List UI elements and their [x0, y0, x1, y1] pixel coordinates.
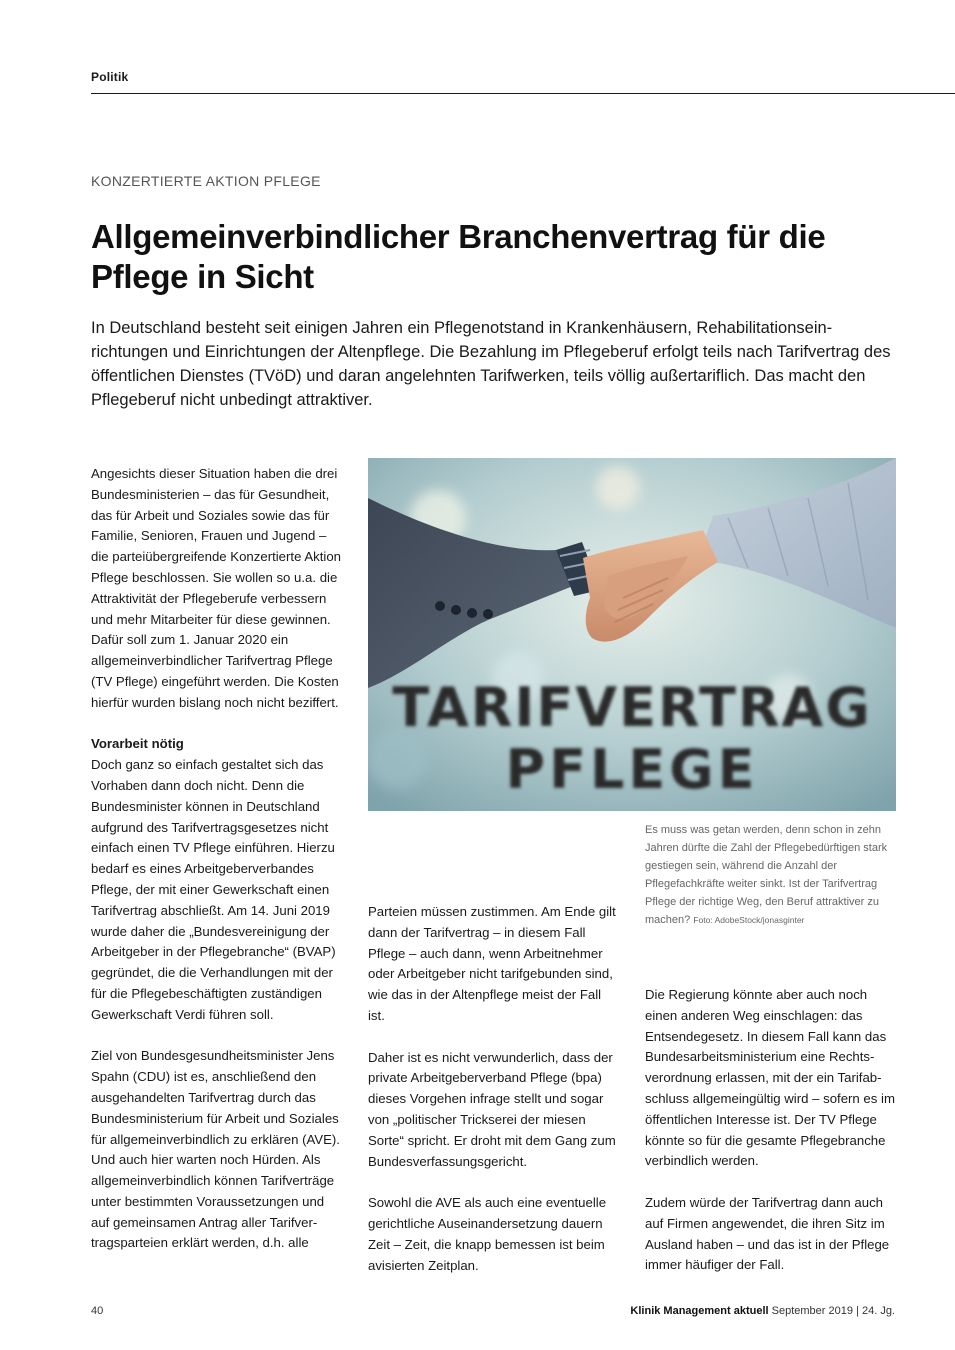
- volume: 24. Jg.: [861, 1305, 895, 1317]
- paragraph: Ziel von Bundesgesundheitsminister Jens Spahn (CDU) ist es, anschließend den ausgehandelten Tarifvertrag durch das Bundesministerium für Arbeit und Soziales für allgemeinverbindlich zu erklären (AVE). Und auch hier warten noch Hürden. Als allgemeinverbindlich können Tarifverträge unter bestimmten Voraussetzungen und auf gemeinsamen Antrag aller Tarifvertragsparteien erklärt werden, d.h. alle: [91, 1048, 340, 1251]
- text-column-3: [645, 985, 895, 1276]
- text-column-2: [368, 902, 618, 1276]
- footer-publication-info: [630, 1305, 895, 1317]
- header-rule: [91, 93, 955, 94]
- paragraph: Zudem würde der Tarifvertrag dann auch auf Firmen angewendet, die ihren Sitz im Ausland haben – und das ist in der Pflege immer häufiger der Fall.: [645, 1194, 890, 1273]
- page-number: 40: [91, 1305, 104, 1317]
- image-text-line2: PFLEGE: [505, 738, 759, 801]
- article-title: Allgemeinverbindlicher Branchenvertrag für die Pflege in Sicht: [91, 218, 826, 295]
- photo-credit: Foto: AdobeStock/jonasginter: [693, 915, 805, 925]
- paragraph: Sowohl die AVE als auch eine eventuelle gerichtliche Auseinandersetzung dauern Zeit – Zeit, die knapp bemessen ist beim avisierten Zeitplan.: [368, 1195, 607, 1273]
- section-label: Politik: [91, 70, 129, 84]
- subheading: Vorarbeit nötig: [91, 736, 184, 752]
- paragraph: Die Regierung könnte aber auch noch einen anderen Weg einschlagen: das Entsendegesetz. In diesem Fall kann das Bundesarbeitsministerium eine Rechtsverordnung erlassen, mit der ein Tarifabschluss allgemeingültig wird – sofern es im öffentlichen Interesse ist. Der TV Pflege könnte so für die gesamte Pflegebranche verbindlich werden.: [645, 987, 895, 1169]
- text-column-1: [91, 464, 341, 1254]
- footer-separator: |: [856, 1305, 859, 1317]
- paragraph: Parteien müssen zustimmen. Am Ende gilt dann der Tarifvertrag – in diesem Fall Pflege – auch dann, wenn Arbeitnehmer oder Arbeitgeber nicht tarifgebunden sind, wie das in der Altenpflege meist der Fall ist.: [368, 904, 616, 1023]
- paragraph: Doch ganz so einfach gestaltet sich das Vorhaben dann doch nicht. Denn die Bundesminister können in Deutschland aufgrund des Tarifvertragsgesetzes nicht einfach einen TV Pflege einführen. Hierzu bedarf es eines Arbeitgeberverbandes Pflege, der mit einer Gewerkschaft einen Tarifvertrag abschließt. Am 14. Juni 2019 wurde daher die „Bundesvereinigung der Arbeitgeber in der Pflegebranche“ (BVAP) gegründet, die die Verhandlungen mit der für die Pflegebeschäftigten zuständigen Gewerkschaft Verdi führen soll.: [91, 757, 336, 1022]
- handshake-photo: [368, 458, 896, 811]
- publication-name: Klinik Management aktuell: [630, 1305, 769, 1317]
- photo-caption: [645, 821, 897, 929]
- paragraph: Angesichts dieser Situation haben die drei Bundesministerien – das für Gesundheit, das für Arbeit und Soziales sowie das für Familie, Senioren, Frauen und Jugend – die parteiübergreifende Konzertierte Aktion Pflege beschlossen. Sie wollen so u.a. die Attraktivität der Pflegeberufe verbessern und mehr Mitarbeiter für diese gewinnen. Dafür soll zum 1. Januar 2020 ein allgemeinverbindlicher Tarifvertrag Pflege (TV Pflege) eingeführt werden. Die Kosten hierfür wurden bislang noch nicht beziffert.: [91, 466, 341, 710]
- article-kicker: KONZERTIERTE AKTION PFLEGE: [91, 173, 321, 189]
- article-lead: In Deutschland besteht seit einigen Jahren ein Pflegenotstand in Krankenhäusern, Rehabilitationseinrichtungen und Einrichtungen der Altenpflege. Die Bezahlung im Pflegeberuf erfolgt teils nach Tarifvertrag des öffentlichen Dienstes (TVöD) und daran angelehnten Tarifwerken, teils völlig außertariflich. Das macht den Pflegeberuf nicht unbedingt attraktiver.: [91, 319, 891, 409]
- caption-text: Es muss was getan werden, denn schon in zehn Jahren dürfte die Zahl der Pflegebedürftigen stark gestiegen sein, während die Anzahl der Pflegefachkräfte weiter sinkt. Ist der Tarifvertrag Pflege der richtige Weg, den Beruf attraktiver zu machen?: [645, 824, 888, 926]
- paragraph: Daher ist es nicht verwunderlich, dass der private Arbeitgeberverband Pflege (bpa) dieses Vorgehen infrage stellt und sogar von „politischer Trickserei der miesen Sorte“ spricht. Er droht mit dem Gang zum Bundesverfassungsgericht.: [368, 1049, 616, 1169]
- issue-date: September 2019: [771, 1305, 853, 1317]
- image-text-line1: TARIFVERTRAG: [392, 676, 872, 739]
